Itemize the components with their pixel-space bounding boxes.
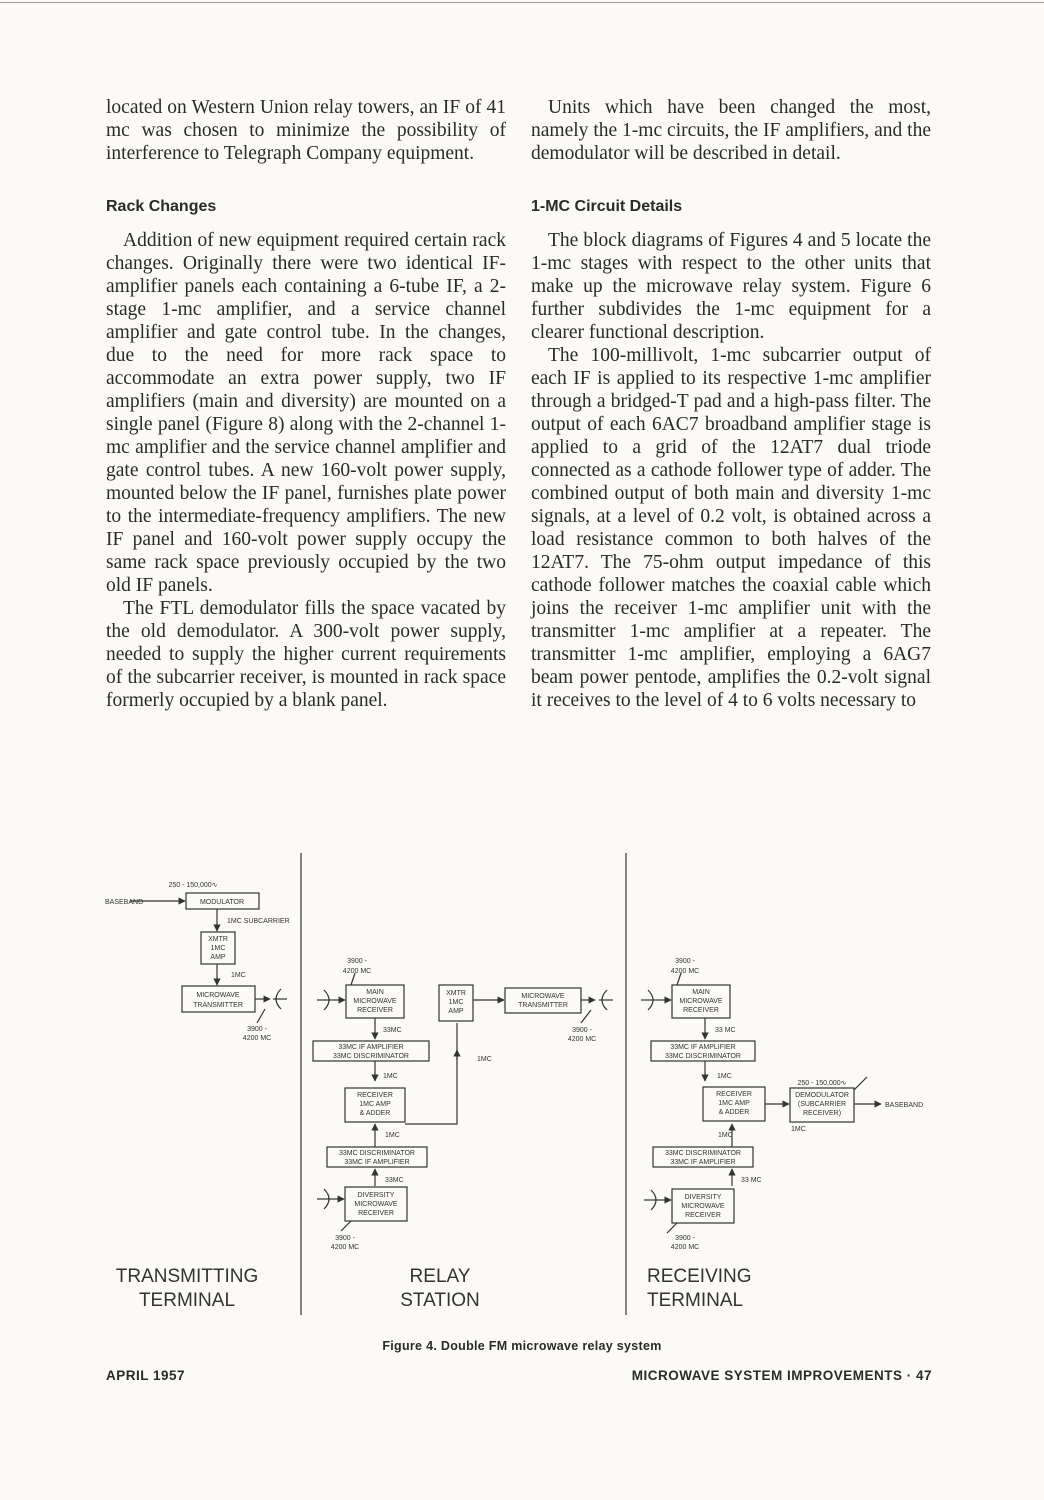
relay-title-line1: RELAY xyxy=(409,1266,471,1287)
relay-1mc-label-2: 1MC xyxy=(385,1132,400,1139)
footer-date: APRIL 1957 xyxy=(106,1368,186,1383)
relay-33mc-label-2: 33MC xyxy=(385,1177,404,1184)
relay-disc-if-div-line1: 33MC DISCRIMINATOR xyxy=(339,1150,415,1157)
relay-xmtr-line2: 1MC xyxy=(448,999,464,1006)
rx-div-freq-line2: 4200 MC xyxy=(670,1244,700,1251)
tx-baseband-label: BASEBAND xyxy=(105,899,144,906)
tx-modulator-label: MODULATOR xyxy=(199,899,245,906)
rx-1mc-label-3: 1MC xyxy=(718,1132,733,1139)
rx-1mc-label-2: 1MC xyxy=(791,1126,806,1133)
rx-disc-if-div-line2: 33MC IF AMPLIFIER xyxy=(670,1159,736,1166)
top-rule xyxy=(0,2,1044,3)
rx-rx-amp-line2: 1MC AMP xyxy=(718,1100,750,1107)
rx-if-disc-main-line2: 33MC DISCRIMINATOR xyxy=(665,1053,741,1060)
rx-main-freq-line1: 3900 - xyxy=(675,958,695,965)
figure-4-block-diagram xyxy=(95,845,945,1325)
transmitting-title-line2: TERMINAL xyxy=(138,1290,236,1311)
paragraph: The 100-millivolt, 1-mc subcarrier output of each IF is applied to its respective 1-mc amplifier through a bridged-T pad and a high-pass filter. The output of each 6AC7 broadband amplifier stage is applied to a grid of the 12AT7 dual triode connected as a cathode follower type of adder. The combined output of both main and diversity 1-mc signals, at a level of 0.2 volt, is obtained across a load resistance common to both halves of the 12AT7. The 75-ohm output impedance of this cathode follower matches the coaxial cable which joins the receiver 1-mc amplifier unit with the transmitter 1-mc amplifier at a repeater. The transmitter 1-mc amplifier, employing a 6AG7 beam power pentode, amplifies the 0.2-volt signal it receives to the level of 4 to 6 volts necessary to xyxy=(531,345,931,711)
relay-main-rx-line2: MICROWAVE xyxy=(353,998,397,1005)
left-text-column xyxy=(106,96,506,712)
rx-demod-line3: RECEIVER) xyxy=(802,1110,842,1117)
rx-demod-freq-label: 250 - 150,000∿ xyxy=(797,1080,847,1087)
tx-transmitter-line1: MICROWAVE xyxy=(196,992,240,999)
relay-if-disc-main-line2: 33MC DISCRIMINATOR xyxy=(333,1053,409,1060)
relay-xmtr-line3: AMP xyxy=(448,1008,464,1015)
relay-if-disc-main-line1: 33MC IF AMPLIFIER xyxy=(338,1044,404,1051)
relay-disc-if-div-line2: 33MC IF AMPLIFIER xyxy=(344,1159,410,1166)
receiving-title-line2: TERMINAL xyxy=(647,1290,744,1311)
relay-div-rx-line1: DIVERSITY xyxy=(357,1192,395,1199)
receiving-title-line1: RECEIVING xyxy=(647,1266,752,1287)
relay-main-freq-line1: 3900 - xyxy=(347,958,367,965)
rx-div-freq-line1: 3900 - xyxy=(675,1235,695,1242)
relay-title-line2: STATION xyxy=(400,1290,480,1311)
relay-tx-line1: MICROWAVE xyxy=(521,993,565,1000)
rx-main-freq-line2: 4200 MC xyxy=(670,968,700,975)
relay-out-freq-line1: 3900 - xyxy=(572,1027,592,1034)
relay-div-rx-line2: MICROWAVE xyxy=(354,1201,398,1208)
relay-1mc-label: 1MC xyxy=(383,1073,398,1080)
rx-1mc-label: 1MC xyxy=(717,1073,732,1080)
paragraph: located on Western Union relay towers, an IF of 41 mc was chosen to minimize the possibility of interference to Telegraph Company equipment. xyxy=(106,97,506,164)
relay-out-freq-line2: 4200 MC xyxy=(567,1036,597,1043)
tx-xmtr-line2: 1MC xyxy=(210,945,226,952)
rx-rx-amp-line1: RECEIVER xyxy=(716,1091,752,1098)
rx-main-rx-line2: MICROWAVE xyxy=(679,998,723,1005)
tx-out-freq-line2: 4200 MC xyxy=(242,1035,272,1042)
paragraph: The block diagrams of Figures 4 and 5 locate the 1-mc stages with respect to the other units that make up the microwave relay system. Figure 6 further subdivides the 1-mc equipment for a clearer functional description. xyxy=(531,230,931,343)
rx-main-rx-line3: RECEIVER xyxy=(683,1007,719,1014)
rx-33mc-label-2: 33 MC xyxy=(741,1177,762,1184)
figure-caption: Figure 4. Double FM microwave relay system xyxy=(382,1339,662,1353)
relay-33mc-label: 33MC xyxy=(383,1027,402,1034)
paragraph: The FTL demodulator fills the space vacated by the old demodulator. A 300-volt power supply, needed to supply the higher current requirements of the subcarrier receiver, is mounted in rack space formerly occupied by a blank panel. xyxy=(106,598,506,711)
footer-title-page: MICROWAVE SYSTEM IMPROVEMENTS · 47 xyxy=(631,1368,932,1383)
relay-div-freq-line2: 4200 MC xyxy=(330,1244,360,1251)
tx-transmitter-line2: TRANSMITTER xyxy=(193,1002,243,1009)
relay-main-freq-line2: 4200 MC xyxy=(342,968,372,975)
rx-demod-line2: (SUBCARRIER xyxy=(797,1101,847,1108)
rx-rx-amp-line3: & ADDER xyxy=(718,1109,750,1116)
relay-div-freq-line1: 3900 - xyxy=(335,1235,355,1242)
rx-div-rx-line1: DIVERSITY xyxy=(684,1194,722,1201)
rx-baseband-label: BASEBAND xyxy=(885,1102,924,1109)
section-heading: 1-MC Circuit Details xyxy=(531,198,683,215)
relay-xmtr-line1: XMTR xyxy=(446,990,466,997)
right-text-column xyxy=(531,96,931,712)
section-heading: Rack Changes xyxy=(106,198,217,215)
transmitting-title-line1: TRANSMITTING xyxy=(115,1266,259,1287)
tx-xmtr-line3: AMP xyxy=(210,954,226,961)
relay-rx-amp-line1: RECEIVER xyxy=(357,1092,393,1099)
rx-div-rx-line2: MICROWAVE xyxy=(681,1203,725,1210)
tx-freq-label: 250 - 150,000∿ xyxy=(168,882,218,889)
relay-tx-line2: TRANSMITTER xyxy=(518,1002,568,1009)
rx-main-rx-line1: MAIN xyxy=(692,989,710,996)
rx-if-disc-main-line1: 33MC IF AMPLIFIER xyxy=(670,1044,736,1051)
tx-out-freq-line1: 3900 - xyxy=(247,1026,267,1033)
relay-transmitter-box xyxy=(505,988,581,1013)
rx-demod-line1: DEMODULATOR xyxy=(795,1092,849,1099)
rx-disc-if-div-line1: 33MC DISCRIMINATOR xyxy=(665,1150,741,1157)
tx-xmtr-line1: XMTR xyxy=(208,936,228,943)
relay-main-rx-line3: RECEIVER xyxy=(357,1007,393,1014)
relay-1mc-label-3: 1MC xyxy=(477,1056,492,1063)
relay-div-rx-line3: RECEIVER xyxy=(358,1210,394,1217)
relay-main-rx-line1: MAIN xyxy=(366,989,384,996)
rx-33mc-label: 33 MC xyxy=(715,1027,736,1034)
tx-1mc-label: 1MC xyxy=(231,972,246,979)
relay-rx-amp-line2: 1MC AMP xyxy=(359,1101,391,1108)
tx-subcarrier-label: 1MC SUBCARRIER xyxy=(227,918,290,925)
rx-div-rx-line3: RECEIVER xyxy=(685,1212,721,1219)
paragraph: Addition of new equipment required certain rack changes. Originally there were two identical IF-amplifier panels each containing a 6-tube IF, a 2-stage 1-mc amplifier, and a service channel amplifier and gate control tube. In the changes, due to the need for more rack space to accommodate an extra power supply, two IF amplifiers (main and diversity) are mounted on a single panel (Figure 8) along with the 2-channel 1-mc amplifier and the service channel amplifier and gate control tubes. A new 160-volt power supply, mounted below the IF panel, furnishes plate power to the intermediate-frequency amplifiers. The new IF panel and 160-volt power supply occupy the same rack space previously occupied by the two old IF panels. xyxy=(106,230,506,596)
relay-rx-amp-line3: & ADDER xyxy=(359,1110,391,1117)
paragraph: Units which have been changed the most, namely the 1-mc circuits, the IF amplifiers, and the demodulator will be described in detail. xyxy=(531,97,931,164)
